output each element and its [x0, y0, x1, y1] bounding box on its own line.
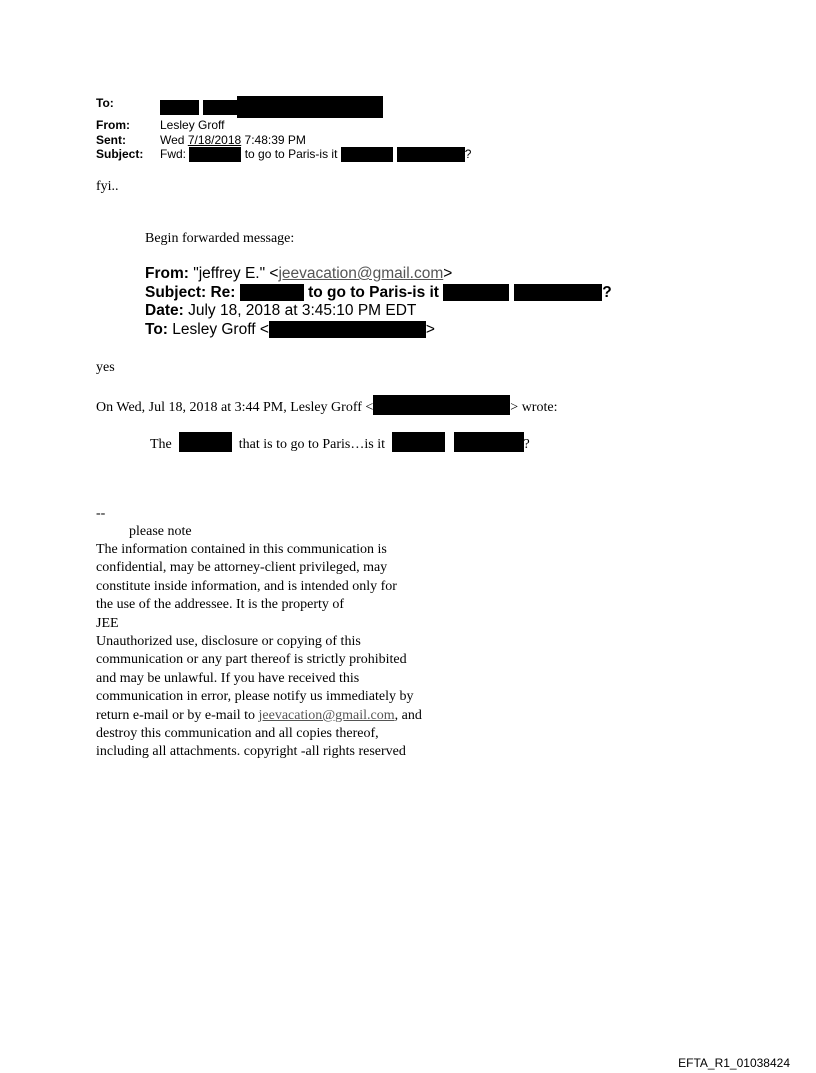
redaction-block	[203, 100, 237, 115]
quote-middle: that is to go to Paris…is it	[238, 437, 385, 452]
reply-text: yes	[96, 360, 115, 375]
signature-separator: --	[96, 506, 106, 521]
redaction-block	[454, 432, 524, 452]
from-label: From:	[96, 118, 130, 132]
redaction-block	[392, 432, 445, 452]
sent-date: 7/18/2018	[187, 132, 242, 147]
subject-prefix: Fwd:	[160, 147, 187, 162]
fwd-subject-row	[145, 284, 612, 303]
fwd-from-row	[145, 265, 612, 284]
from-value: Lesley Groff	[160, 118, 225, 132]
subject-end: ?	[464, 147, 472, 162]
fwd-to-close: >	[425, 320, 435, 338]
quote-end: ?	[523, 437, 530, 452]
fwd-date-label: Date:	[145, 302, 184, 319]
fwd-subject-end: ?	[602, 283, 612, 301]
redaction-block	[269, 321, 426, 338]
redaction-block	[160, 100, 199, 115]
forwarded-header	[145, 265, 612, 339]
disclaimer-text-after: , and destroy this communication and all copies thereof, including all attachments. copyright -all rights reserved	[96, 707, 422, 760]
redaction-block	[443, 284, 509, 301]
fwd-to-row	[145, 321, 612, 340]
disclaimer-email-link[interactable]: jeevacation@gmail.com	[258, 707, 395, 723]
subject-label: Subject:	[96, 147, 144, 161]
fwd-from-close: >	[443, 265, 453, 282]
confidentiality-disclaimer	[96, 541, 476, 762]
to-label: To:	[96, 96, 114, 110]
subject-middle: to go to Paris-is it	[244, 147, 338, 162]
redaction-block	[397, 147, 465, 162]
fwd-from-email-link[interactable]: jeevacation@gmail.com	[278, 265, 444, 282]
fwd-subject-middle: to go to Paris-is it	[308, 283, 439, 301]
redaction-block	[373, 395, 510, 415]
sent-label: Sent:	[96, 132, 126, 147]
sent-row	[96, 133, 471, 148]
quoted-message	[150, 432, 530, 453]
quote-prefix: The	[150, 437, 172, 452]
disclaimer-text-before: The information contained in this communication is confidential, may be attorney-client privileged, may constitute inside information, and is intended only for the use of the addressee. It is the property of JEE Unauthorized use, disclosure or copying of this communication or any part thereof is strictly prohibited and may be unlawful. If you have received this communication in error, please notify us immediately by return e-mail or by e-mail to	[96, 542, 414, 723]
fwd-from-name: "jeffrey E." <	[193, 265, 279, 282]
fwd-subject-label: Subject: Re:	[145, 283, 236, 301]
fwd-date-value: July 18, 2018 at 3:45:10 PM EDT	[188, 302, 417, 319]
redaction-block	[240, 284, 304, 301]
to-row	[96, 96, 471, 118]
fwd-date-row	[145, 302, 612, 321]
please-note-text: please note	[129, 524, 192, 539]
redaction-block	[189, 147, 241, 162]
document-id: EFTA_R1_01038424	[678, 1056, 790, 1070]
redaction-block	[341, 147, 393, 162]
attribution-suffix: > wrote:	[510, 400, 558, 415]
subject-row	[96, 147, 471, 162]
sent-weekday: Wed	[160, 132, 185, 147]
quote-attribution	[96, 395, 557, 416]
email-header	[96, 96, 471, 162]
begin-forwarded-text: Begin forwarded message:	[145, 231, 295, 246]
sent-time: 7:48:39 PM	[244, 132, 306, 147]
from-row	[96, 118, 471, 133]
redaction-block	[179, 432, 232, 452]
redaction-block	[514, 284, 602, 301]
fwd-to-value: Lesley Groff <	[172, 320, 269, 338]
redaction-block	[237, 96, 383, 118]
fwd-from-label: From:	[145, 265, 189, 282]
fwd-to-label: To:	[145, 320, 168, 338]
attribution-prefix: On Wed, Jul 18, 2018 at 3:44 PM, Lesley Groff <	[96, 400, 374, 415]
fyi-text: fyi..	[96, 179, 119, 194]
